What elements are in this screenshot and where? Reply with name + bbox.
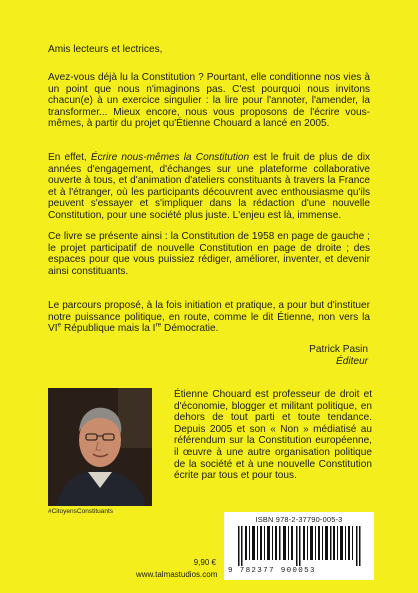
p2-intro: En effet, — [48, 152, 91, 163]
p4-start: Le parcours proposé, à la fois initiation et pratique, a pour but d'instituer notre puissance politique, en route, comme le dit Étienne, non vers la VI — [48, 300, 370, 335]
p4-end: Démocratie. — [161, 323, 219, 335]
letter-paragraph-1: Avez-vous déjà lu la Constitution ? Pourtant, elle conditionne nos vies à un point que nous n'imaginons pas. C'est pourquoi nous invitons chacun(e) à un exercice singulier : la lire pour l'annoter, l'amender, la transformer... Mieux encore, nous vous proposons de l'écrire vous-mêmes, à partir du projet qu'Étienne Chouard a lancé en 2005. — [48, 72, 370, 130]
author-photo — [48, 388, 152, 506]
signature-name: Patrick Pasin — [309, 344, 368, 355]
signature-role: Éditeur — [336, 356, 368, 367]
p4-superscript-e: e — [57, 321, 62, 329]
letter-greeting: Amis lecteurs et lectrices, — [48, 44, 163, 55]
isbn-label: ISBN 978-2-37790-005-3 — [255, 515, 343, 524]
p4-superscript-re: re — [155, 321, 162, 329]
author-portrait-illustration — [48, 388, 152, 506]
signature-block — [309, 344, 368, 368]
barcode-icon — [238, 526, 362, 566]
isbn-barcode-panel — [224, 512, 374, 580]
book-title: Écrire nous-mêmes la Constitution — [90, 152, 250, 163]
author-hashtag: #CitoyensConstituants — [48, 508, 114, 515]
author-bio: Étienne Chouard est professeur de droit et d'économie, blogger et militant politique, en dehors de tout parti et toute tendance. Depuis 2005 et son « Non » médiatisé au référendum sur la Constitution européenne, il œuvre à une autre organisation politique de la société et à une nouvelle Constitution écrite par tous et pour tous. — [174, 389, 372, 482]
price: 9,90 € — [193, 558, 216, 567]
letter-paragraph-3: Ce livre se présente ainsi : la Constitution de 1958 en page de gauche ; le projet participatif de nouvelle Constitution en page de droite ; des espaces pour que vous puissiez rédiger, améliorer, inventer, et devenir ainsi constituants. — [48, 231, 370, 277]
isbn-digits: 9 782377 900053 — [228, 567, 316, 575]
letter-paragraph-2 — [48, 152, 370, 222]
letter-paragraph-4 — [48, 300, 370, 335]
p2-body: est le fruit de plus de dix années d'engagement, d'échanges sur une plateforme collaborative ouverte à tous, et d'animation d'ateliers constituants à travers la France et à l'étranger, où les participants découvrent avec enthousiasme qu'ils peuvent s'essayer et s'impliquer dans la rédaction d'une nouvelle Constitution, pour une société plus juste. L'enjeu est là, immense. — [48, 152, 370, 221]
p4-middle: République mais la I — [61, 323, 156, 335]
publisher-website[interactable]: www.talmastudios.com — [136, 570, 218, 579]
